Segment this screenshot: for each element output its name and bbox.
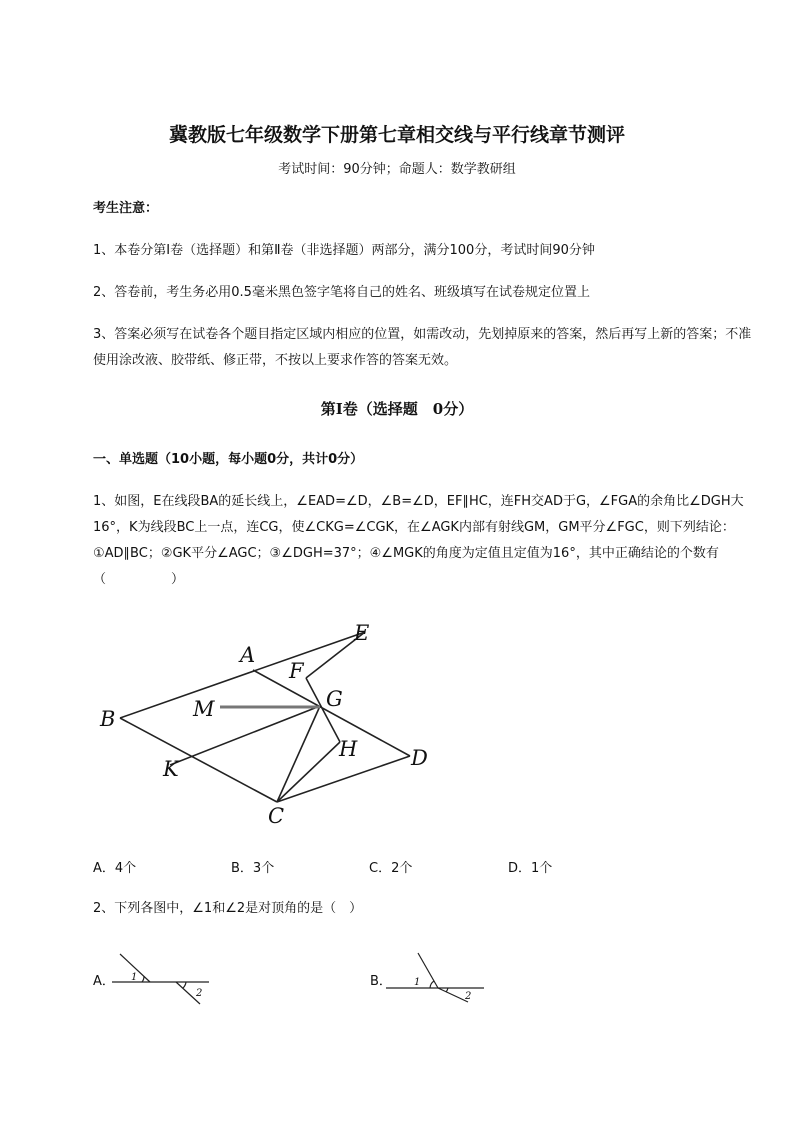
fig-label-g: G — [326, 687, 343, 711]
q2-figure-b — [386, 950, 491, 1010]
fig-label-h: H — [339, 737, 358, 761]
fig-label-e: E — [354, 621, 370, 645]
fig-label-k: K — [163, 757, 179, 781]
fig-label-d: D — [411, 746, 428, 770]
notice-item-1: 1、本卷分第I卷（选择题）和第Ⅱ卷（非选择题）两部分，满分100分，考试时间90分钟 — [93, 243, 595, 258]
fig-label-f: F — [289, 659, 304, 683]
q1-option-d[interactable]: D．1个 — [508, 861, 553, 876]
q2b-angle-1: 1 — [414, 977, 421, 988]
q2a-angle-1: 1 — [131, 972, 138, 983]
fig-label-b: B — [100, 707, 116, 731]
page-title: 冀教版七年级数学下册第七章相交线与平行线章节测评 — [168, 124, 625, 146]
q2b-angle-2: 2 — [465, 991, 472, 1002]
q1-option-b[interactable]: B．3个 — [231, 861, 275, 876]
question-1-figure — [90, 610, 450, 835]
section-title: 第I卷（选择题 0分） — [320, 400, 474, 418]
page-subtitle: 考试时间：90分钟；命题人：数学教研组 — [278, 162, 516, 177]
fig-label-m: M — [193, 697, 215, 721]
part-heading: 一、单选题（10小题，每小题0分，共计0分） — [93, 452, 364, 467]
q2a-angle-2: 2 — [196, 988, 203, 999]
q1-option-c[interactable]: C．2个 — [369, 861, 413, 876]
notice-heading: 考生注意： — [93, 201, 159, 216]
question-1-text: 1、如图，E在线段BA的延长线上，∠EAD=∠D，∠B=∠D，EF∥HC，连FH交AD于G，∠FGA的余角比∠DGH大16°，K为线段BC上一点，连CG，使∠CKG=∠CGK，在∠AGK内部有射线GM，GM平分∠FGC，则下列结论：①AD∥BC；②GK平分∠AGC；③∠DGH=37°；④∠MGK的角度为定值且定值为16°，其中正确结论的个数有（ ） — [93, 494, 744, 587]
notice-item-2: 2、答卷前，考生务必用0.5毫米黑色签字笔将自己的姓名、班级填写在试卷规定位置上 — [93, 285, 590, 300]
fig-label-a: A — [240, 643, 256, 667]
q2-option-b[interactable]: B． — [370, 974, 392, 989]
q2-figure-a — [112, 950, 217, 1010]
question-2-text: 2、下列各图中，∠1和∠2是对顶角的是（ ） — [93, 901, 363, 916]
q2-option-a[interactable]: A． — [93, 974, 115, 989]
fig-label-c: C — [268, 804, 285, 828]
q1-option-a[interactable]: A．4个 — [93, 861, 137, 876]
notice-item-3: 3、答案必须写在试卷各个题目指定区域内相应的位置，如需改动，先划掉原来的答案，然后再写上新的答案；不准使用涂改液、胶带纸、修正带，不按以上要求作答的答案无效。 — [93, 327, 752, 368]
